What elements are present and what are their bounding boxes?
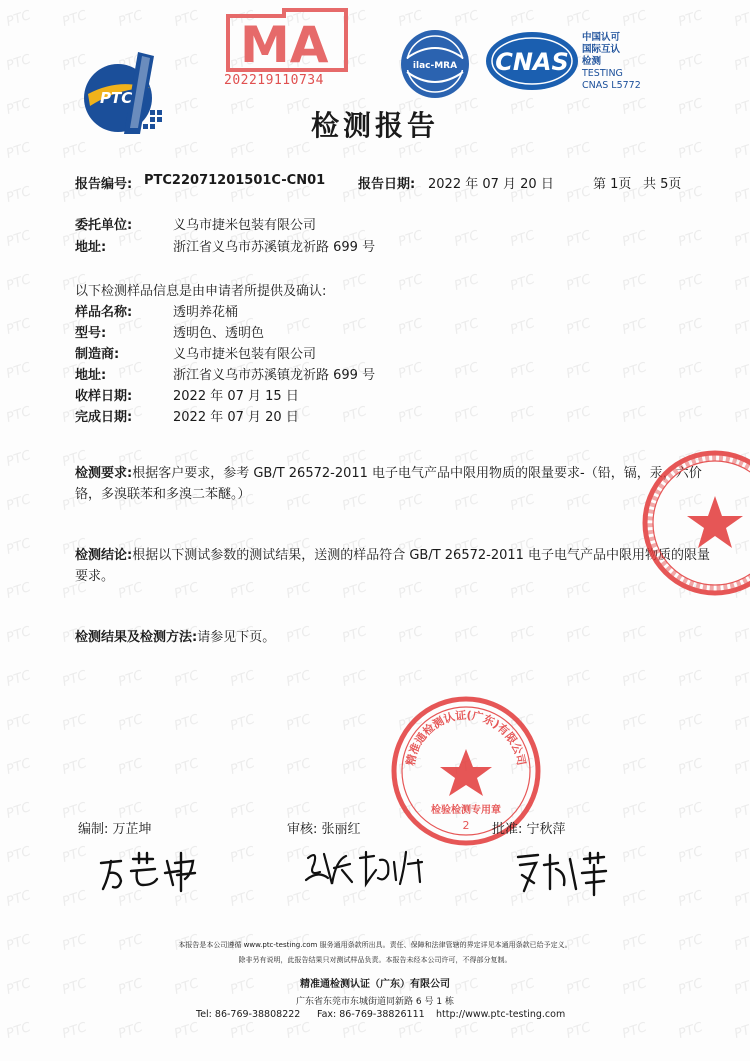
sample-label: 型号: (75, 326, 107, 341)
sample-label: 完成日期: (75, 410, 133, 425)
report-number: PTC22071201501C-CN01 (144, 173, 326, 188)
report-number-label: 报告编号: (75, 177, 133, 192)
ilac-mra-logo (397, 28, 473, 100)
ptc-logo-text: PTC (100, 89, 133, 107)
compiled-by (78, 818, 152, 837)
reviewed-name: 张丽红 (321, 822, 361, 837)
test-results (75, 627, 715, 648)
reviewed-by (287, 818, 361, 837)
sample-label: 地址: (75, 368, 107, 383)
footer-fax: Fax: 86-769-38826111 (317, 1009, 425, 1020)
sample-intro: 以下检测样品信息是由申请者所提供及确认: (75, 284, 327, 299)
sample-value: 透明色、透明色 (173, 326, 265, 341)
cnas-logo (484, 30, 580, 92)
test-conclusion-label: 检测结论: (75, 548, 133, 563)
test-conclusion-text: 根据以下测试参数的测试结果，送测的样品符合 GB/T 26572-2011 电子电气产品中限用物质的限量要求。 (75, 548, 711, 584)
footer-company: 精准通检测认证（广东）有限公司 (300, 979, 450, 990)
cnas-line: 国际互认 (582, 44, 621, 55)
signature-approver (510, 845, 610, 900)
signature-compiler (95, 845, 205, 895)
signature-reviewer (300, 840, 430, 895)
approved-label: 批准: (492, 822, 523, 837)
sample-label: 制造商: (75, 347, 120, 362)
seal-number: 2 (462, 819, 470, 832)
client-address: 浙江省义乌市苏溪镇龙祈路 699 号 (173, 240, 376, 255)
approved-name: 宁秋萍 (526, 822, 566, 837)
test-results-text: 请参见下页。 (197, 630, 276, 645)
test-requirement-label: 检测要求: (75, 466, 133, 481)
footer-tel: Tel: 86-769-38808222 (196, 1009, 301, 1020)
compiled-label: 编制: (78, 822, 109, 837)
cma-text: MA (240, 16, 329, 74)
sample-value: 2022 年 07 月 15 日 (173, 389, 299, 404)
company-seal-right (640, 448, 750, 598)
client-name: 义乌市捷米包装有限公司 (173, 218, 317, 233)
seal-sub-text: 检验检测专用章 (431, 805, 501, 816)
sample-value: 义乌市捷米包装有限公司 (173, 347, 317, 362)
ilac-text: ilac-MRA (412, 61, 458, 71)
cnas-accreditation-text (582, 32, 672, 92)
sample-label: 收样日期: (75, 389, 133, 404)
report-date-label: 报告日期: (358, 177, 416, 192)
cnas-line: 检测 (582, 56, 602, 67)
report-title: 检测报告 (310, 109, 439, 142)
sample-label: 样品名称: (75, 305, 133, 320)
approved-by (492, 818, 566, 837)
compiled-name: 万芷坤 (112, 822, 152, 837)
sample-value: 2022 年 07 月 20 日 (173, 410, 299, 425)
sample-value: 浙江省义乌市苏溪镇龙祈路 699 号 (173, 368, 376, 383)
seal-company-text: 精准通检测认证(广东)有限公司 (404, 708, 528, 767)
report-date: 2022 年 07 月 20 日 (428, 177, 554, 192)
client-address-label: 地址: (75, 240, 107, 255)
cnas-line: CNAS L5772 (582, 80, 641, 91)
cnas-line: 中国认可 (582, 32, 621, 43)
footer-disclaimer: 除非另有说明，此报告结果只对测试样品负责。本报告未经本公司许可，不得部分复制。 (238, 956, 512, 964)
reviewed-label: 审核: (287, 822, 318, 837)
test-results-label: 检测结果及检测方法: (75, 630, 198, 645)
sample-value: 透明养花桶 (173, 305, 239, 320)
test-conclusion (75, 545, 715, 587)
page-total: 共 5页 (643, 177, 682, 192)
cnas-line: TESTING (582, 68, 623, 79)
footer-website[interactable]: http://www.ptc-testing.com (436, 1009, 566, 1020)
client-name-label: 委托单位: (75, 218, 133, 233)
cnas-logo-text: CNAS (495, 48, 569, 76)
test-requirement-text: 根据客户要求，参考 GB/T 26572-2011 电子电气产品中限用物质的限量要求-（铅，镉，汞，六价铬，多溴联苯和多溴二苯醚。） (75, 466, 702, 502)
page-number: 第 1页 (593, 177, 632, 192)
footer-address: 广东省东莞市东城街道同新路 6 号 1 栋 (296, 997, 454, 1007)
test-requirement (75, 463, 715, 505)
cma-number: 202219110734 (224, 73, 324, 88)
footer-terms: 本报告是本公司遵循 www.ptc-testing.com 服务通用条款所出具。责任、保障和法律管辖的界定详见本通用条款已给予定义。 (178, 941, 572, 949)
